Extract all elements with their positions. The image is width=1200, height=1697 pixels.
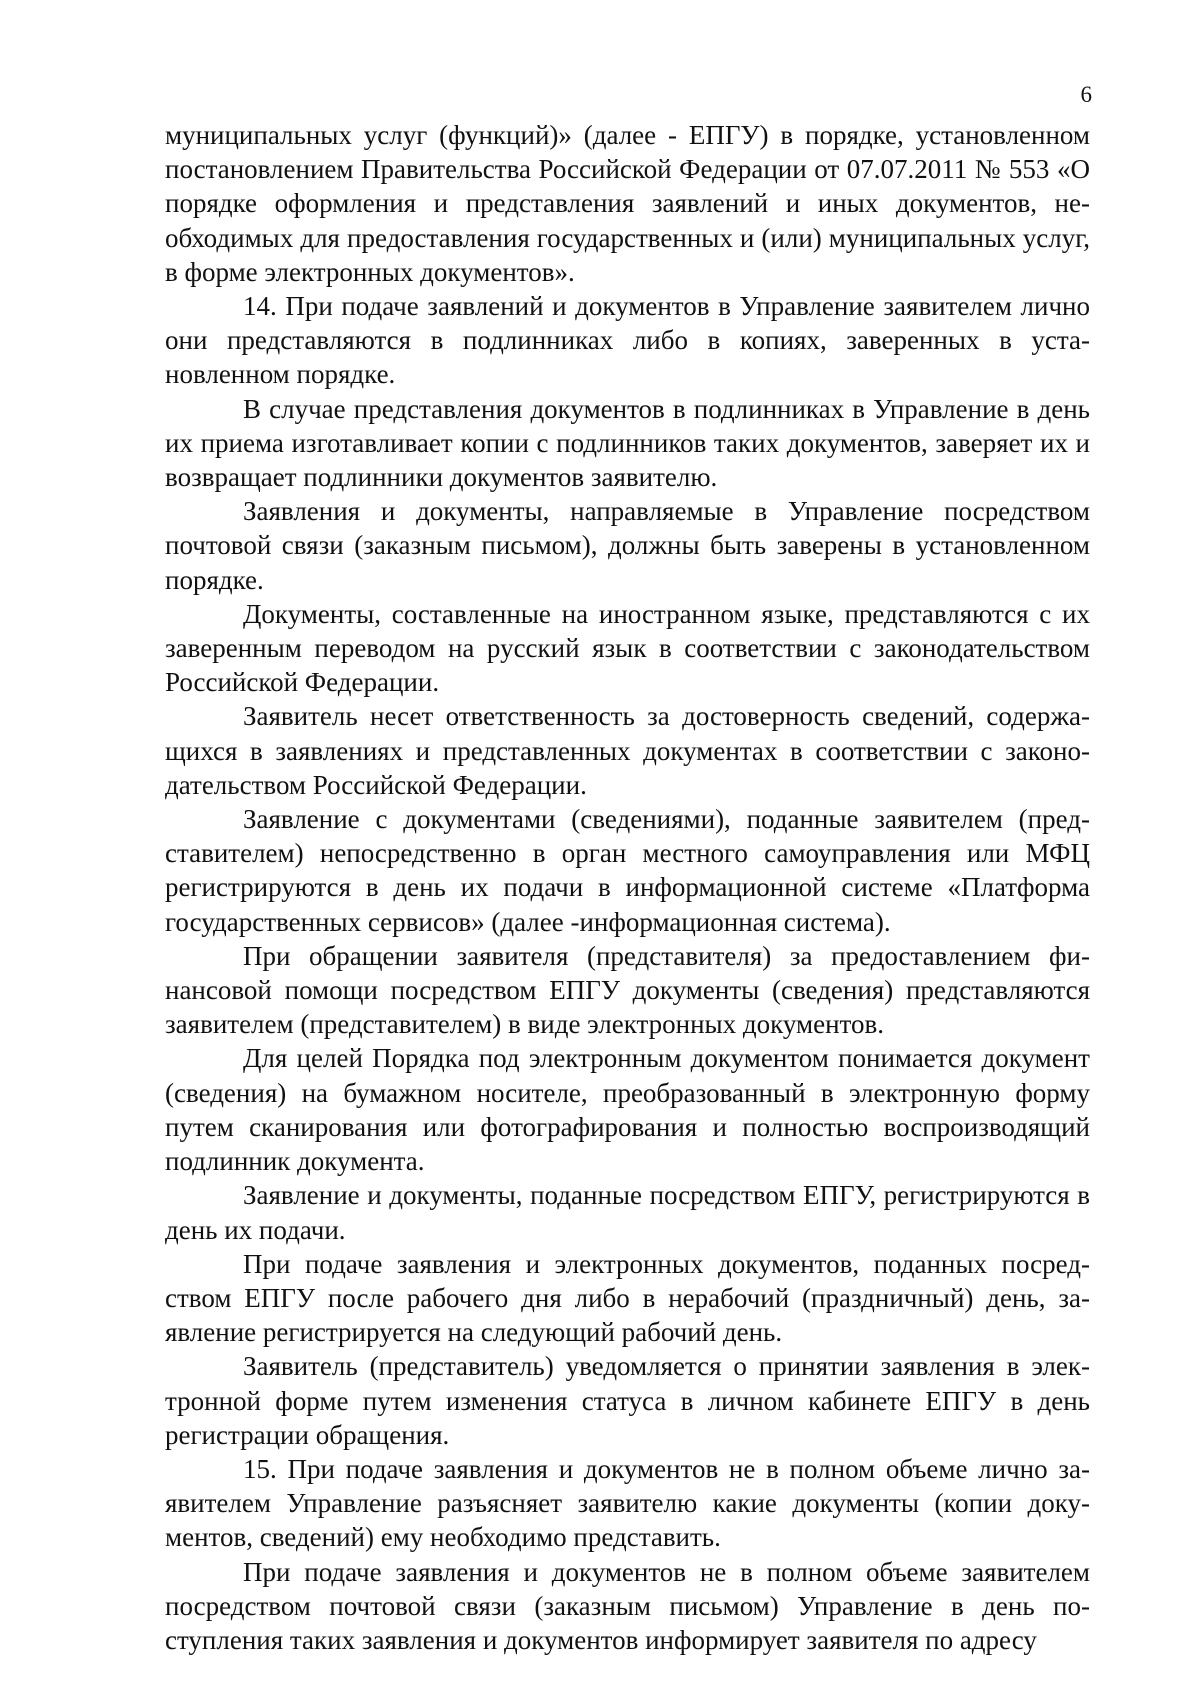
page-number: 6	[1080, 82, 1092, 107]
paragraph-item-14: 14. При подаче заявлений и документов в Управление заявителем лично они представляются в подлинниках либо в копиях, заверенных в установленном порядке.	[165, 291, 1090, 390]
paragraph-item-15: 15. При подаче заявления и документов не в полном объеме лично заявителем Управление разъясняет заявителю какие документы (копии документов, сведений) ему необходимо представить.	[165, 1453, 1090, 1553]
paragraph-continuation: муниципальных услуг (функций)» (далее - ЕПГУ) в порядке, установленном постановлением Правительства Российской Федерации от 07.07.2011 № 553 «О порядке оформления и представления заявлений и иных документов, необходимых для предоставления государственных и (или) муниципальных услуг, в форме электронных документов».	[165, 120, 1090, 287]
paragraph: В случае представления документов в подлинниках в Управление в день их приема изготавливает копии с подлинников таких документов, заверяет их и возвращает подлинники документов заявителю.	[165, 393, 1090, 493]
paragraph: Заявитель (представитель) уведомляется о принятии заявления в электронной форме путем изменения статуса в личном кабинете ЕПГУ в день регистрации обращения.	[165, 1351, 1090, 1450]
paragraph: Для целей Порядка под электронным документом понимается документ (сведения) на бумажном носителе, преобразованный в электронную форму путем сканирования или фотографирования и полностью воспроизводящий подлинник документа.	[165, 1043, 1090, 1177]
paragraph: При обращении заявителя (представителя) за предоставлением финансовой помощи посредством ЕПГУ документы (сведения) представляются заявителем (представителем) в виде электронных документов.	[165, 940, 1090, 1040]
paragraph: Заявление и документы, поданные посредством ЕПГУ, регистрируются в день их подачи.	[165, 1180, 1090, 1245]
body-text	[165, 118, 1090, 1657]
paragraph: Заявление с документами (сведениями), поданные заявителем (представителем) непосредственно в орган местного самоуправления или МФЦ регистрируются в день их подачи в информационной системе «Платформа государственных сервисов» (далее -информационная система).	[165, 804, 1090, 937]
paragraph: Заявитель несет ответственность за достоверность сведений, содержащихся в заявлениях и представленных документах в соответствии с законодательством Российской Федерации.	[165, 701, 1090, 800]
paragraph: Заявления и документы, направляемые в Управление посредством почтовой связи (заказным письмом), должны быть заверены в установленном порядке.	[165, 496, 1090, 595]
paragraph: При подаче заявления и электронных документов, поданных посредством ЕПГУ после рабочего дня либо в нерабочий (праздничный) день, заявление регистрируется на следующий рабочий день.	[165, 1248, 1090, 1348]
paragraph: Документы, составленные на иностранном языке, представляются с их заверенным переводом на русский язык в соответствии с законодательством Российской Федерации.	[165, 598, 1090, 698]
paragraph: При подаче заявления и документов не в полном объеме заявителем посредством почтовой связи (заказным письмом) Управление в день поступления таких заявления и документов информирует заявителя по адресу	[165, 1556, 1090, 1655]
